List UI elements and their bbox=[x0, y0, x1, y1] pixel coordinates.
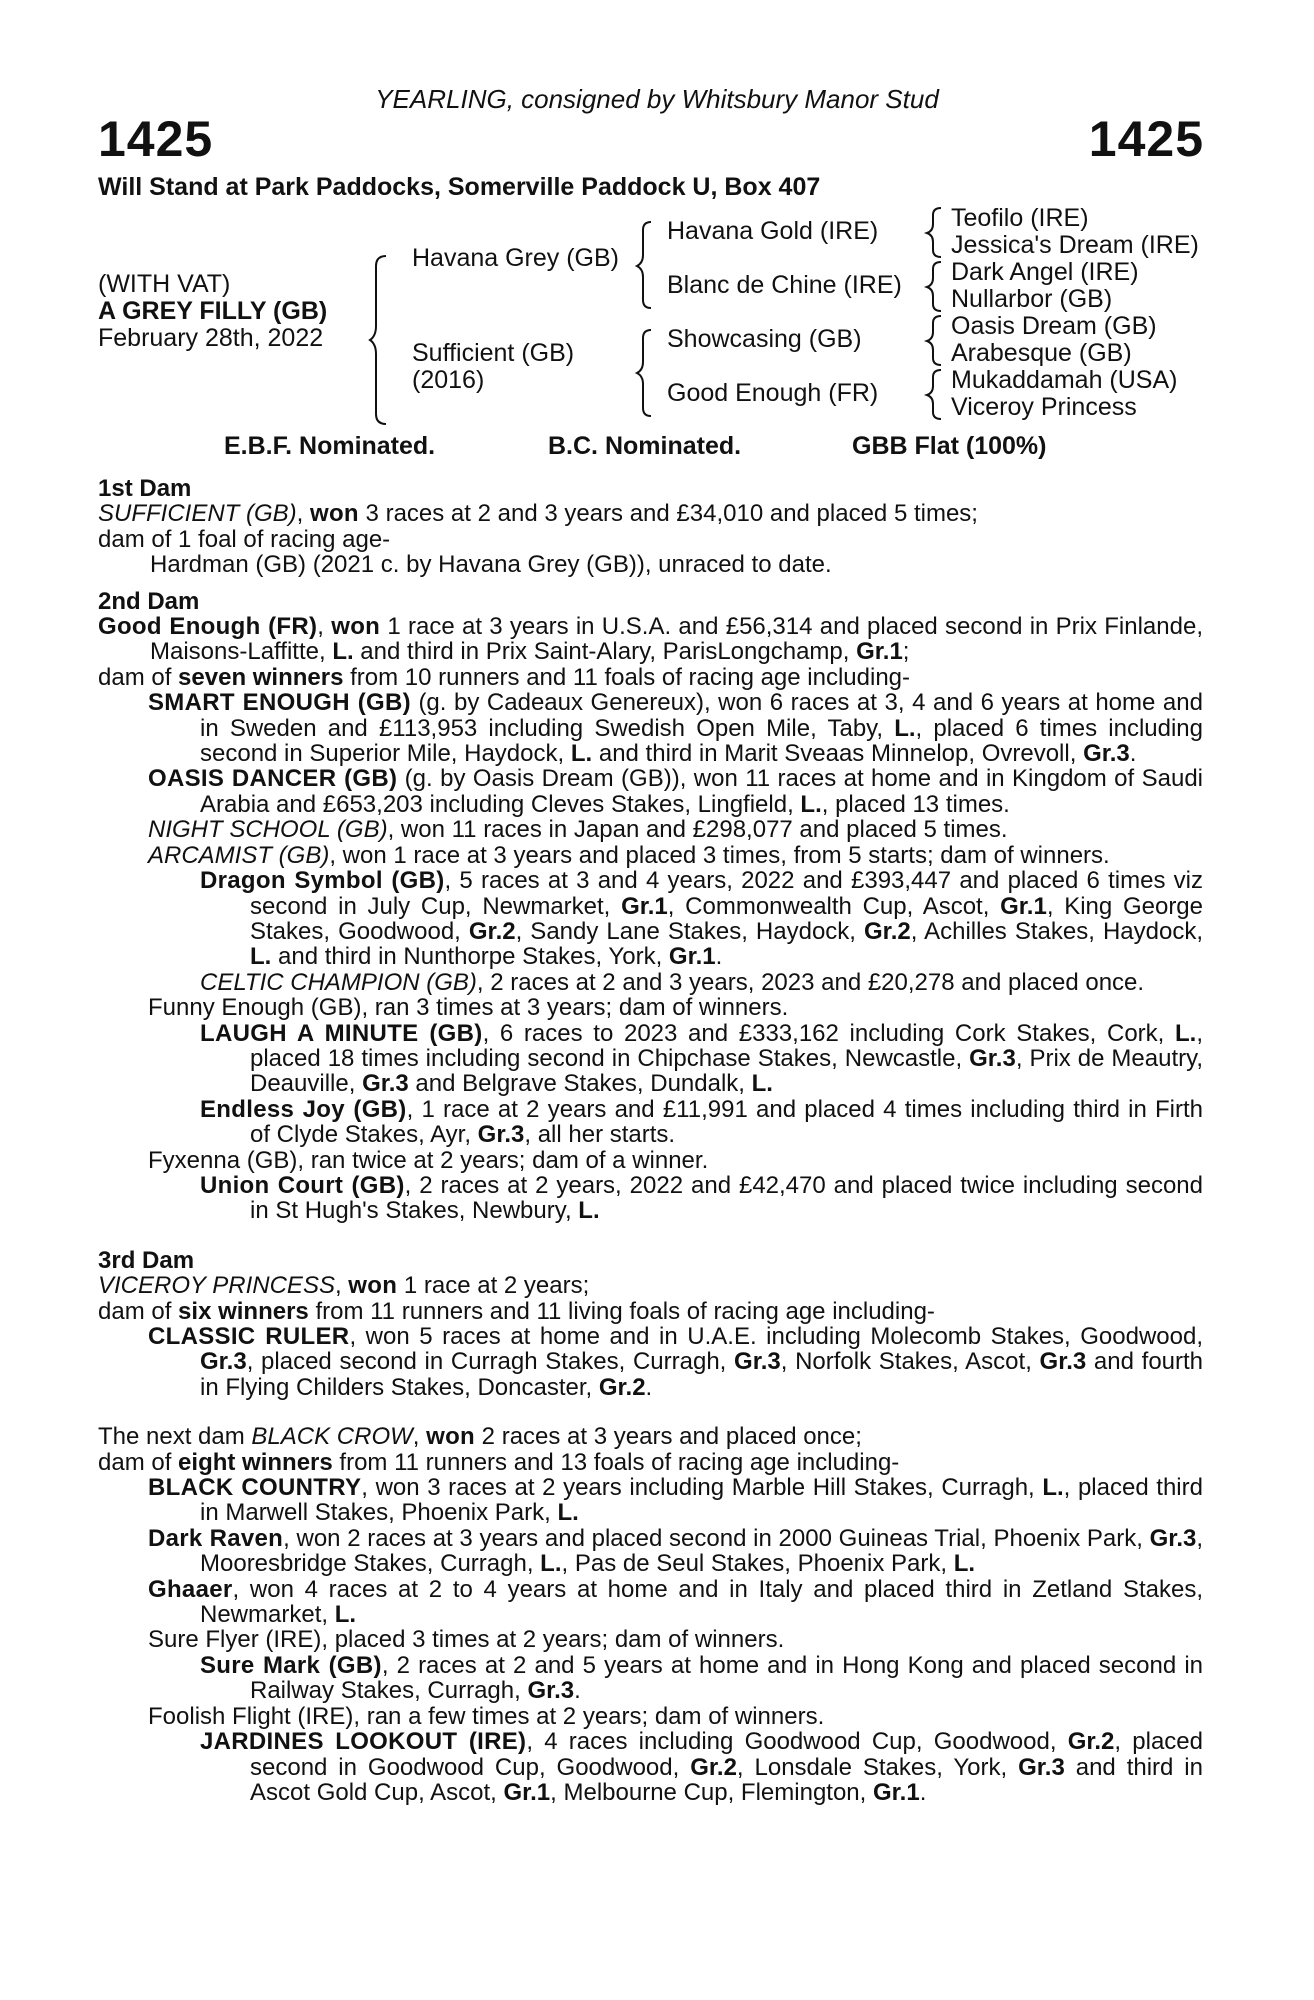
nomination-gbb: GBB Flat (100%) bbox=[852, 432, 1047, 460]
entry-foolish-flight: Foolish Flight (IRE), ran a few times at 2 years; dam of winners. bbox=[148, 1702, 825, 1730]
second-dam-record: Good Enough (FR), won 1 race at 3 years in U.S.A. and £56,314 and placed second in Prix Finlande, Maisons-Laffitte, L. and third in Prix Saint-Alary, ParisLongchamp, Gr.1; bbox=[98, 613, 1203, 666]
entry-union-court: Union Court (GB), 2 races at 2 years, 2022 and £42,470 and placed twice including second in St Hugh's Stakes, Newbury, L. bbox=[200, 1171, 1203, 1225]
third-dam-heading: 3rd Dam bbox=[98, 1246, 195, 1274]
lot-number-right: 1425 bbox=[1088, 111, 1204, 167]
second-dam-heading: 2nd Dam bbox=[98, 587, 200, 615]
entry-celtic-champion: CELTIC CHAMPION (GB), 2 races at 2 and 3 years, 2023 and £20,278 and placed once. bbox=[200, 968, 1145, 996]
horse-name: A GREY FILLY (GB) bbox=[98, 297, 328, 325]
bracket-main bbox=[370, 256, 386, 424]
ped-dam-year: (2016) bbox=[412, 366, 485, 394]
entry-classic-ruler: CLASSIC RULER, won 5 races at home and in U.A.E. including Molecomb Stakes, Goodwood, Gr.3, placed second in Curragh Stakes, Curragh, Gr.3, Norfolk Stakes, Ascot, Gr.3 and fourth in Flying Childers Stakes, Doncaster, Gr.2. bbox=[148, 1323, 1204, 1401]
entry-dark-raven: Dark Raven, won 2 races at 3 years and placed second in 2000 Guineas Trial, Phoenix Park, Gr.3, Mooresbridge Stakes, Curragh, L., Pas de Seul Stakes, Phoenix Park, L. bbox=[148, 1524, 1204, 1578]
entry-sure-flyer: Sure Flyer (IRE), placed 3 times at 2 years; dam of winners. bbox=[148, 1626, 785, 1654]
entry-oasis-dancer: OASIS DANCER (GB) (g. by Oasis Dream (GB)), won 11 races at home and in Kingdom of Saudi Arabia and £653,203 including Cleves Stakes, Lingfield, L., placed 13 times. bbox=[148, 765, 1203, 818]
entry-sure-mark: Sure Mark (GB), 2 races at 2 and 5 years at home and in Hong Kong and placed second in Railway Stakes, Curragh, Gr.3. bbox=[200, 1651, 1203, 1705]
nomination-bc: B.C. Nominated. bbox=[548, 432, 742, 460]
lot-number-left: 1425 bbox=[98, 111, 214, 167]
ped-sd: Blanc de Chine (IRE) bbox=[667, 271, 902, 299]
vat-label: (WITH VAT) bbox=[98, 270, 231, 298]
catalogue-content bbox=[98, 476, 1203, 1805]
entry-funny-enough: Funny Enough (GB), ran 3 times at 3 years; dam of winners. bbox=[148, 994, 789, 1022]
ped-ss: Havana Gold (IRE) bbox=[667, 217, 879, 245]
entry-ghaaer: Ghaaer, won 4 races at 2 to 4 years at home and in Italy and placed third in Zetland Stakes, Newmarket, L. bbox=[148, 1575, 1203, 1629]
ped-sire: Havana Grey (GB) bbox=[412, 244, 620, 272]
next-dam-produce-summary: dam of eight winners from 11 runners and 13 foals of racing age including- bbox=[98, 1448, 900, 1476]
section-gap bbox=[98, 1400, 1203, 1424]
third-dam-record: VICEROY PRINCESS, won 1 race at 2 years; bbox=[98, 1272, 590, 1300]
lot-subtitle: YEARLING, consigned by Whitsbury Manor Stud bbox=[375, 84, 939, 114]
ped-ssd: Jessica's Dream (IRE) bbox=[951, 231, 1199, 259]
ped-dsd: Arabesque (GB) bbox=[951, 339, 1132, 367]
entry-jardines-lookout: JARDINES LOOKOUT (IRE), 4 races including Goodwood Cup, Goodwood, Gr.2, placed second in Goodwood Cup, Goodwood, Gr.2, Lonsdale Stakes, York, Gr.3 and third in Ascot Gold Cup, Ascot, Gr.1, Melbourne Cup, Flemington, Gr.1. bbox=[200, 1728, 1203, 1806]
ped-ds: Showcasing (GB) bbox=[667, 325, 862, 353]
bracket-sd bbox=[927, 262, 941, 311]
first-dam-heading: 1st Dam bbox=[98, 475, 192, 502]
bracket-sire bbox=[637, 222, 651, 308]
bracket-ss bbox=[927, 208, 941, 257]
bracket-dam bbox=[637, 330, 651, 416]
next-dam-record: The next dam BLACK CROW, won 2 races at 3 years and placed once; bbox=[98, 1423, 862, 1451]
entry-arcamist: ARCAMIST (GB), won 1 race at 3 years and placed 3 times, from 5 starts; dam of winners. bbox=[148, 841, 1110, 869]
third-dam-produce-summary: dam of six winners from 11 runners and 11 living foals of racing age including- bbox=[98, 1297, 935, 1325]
bracket-dd bbox=[927, 370, 941, 419]
first-dam-foals: dam of 1 foal of racing age- bbox=[98, 525, 391, 553]
second-dam-produce-summary: dam of seven winners from 10 runners and 11 foals of racing age including- bbox=[98, 663, 911, 691]
ped-dss: Oasis Dream (GB) bbox=[951, 312, 1157, 340]
ped-sds: Dark Angel (IRE) bbox=[951, 258, 1139, 286]
ped-sdd: Nullarbor (GB) bbox=[951, 285, 1113, 313]
entry-endless-joy: Endless Joy (GB), 1 race at 2 years and £11,991 and placed 4 times including third in Firth of Clyde Stakes, Ayr, Gr.3, all her starts. bbox=[200, 1095, 1204, 1149]
nomination-ebf: E.B.F. Nominated. bbox=[224, 432, 436, 460]
first-dam-progeny: Hardman (GB) (2021 c. by Havana Grey (GB)), unraced to date. bbox=[150, 551, 832, 579]
entry-laugh-a-minute: LAUGH A MINUTE (GB), 6 races to 2023 and £333,162 including Cork Stakes, Cork, L., placed 18 times including second in Chipchase Stakes, Newcastle, Gr.3, Prix de Meautry, Deauville, Gr.3 and Belgrave Stakes, Dundalk, L. bbox=[200, 1019, 1204, 1098]
entry-night-school: NIGHT SCHOOL (GB), won 11 races in Japan and £298,077 and placed 5 times. bbox=[148, 816, 1008, 844]
ped-dds: Mukaddamah (USA) bbox=[951, 366, 1178, 394]
entry-black-country: BLACK COUNTRY, won 3 races at 2 years including Marble Hill Stakes, Curragh, L., placed third in Marwell Stakes, Phoenix Park, L. bbox=[148, 1474, 1203, 1527]
stand-location: Will Stand at Park Paddocks, Somerville Paddock U, Box 407 bbox=[98, 173, 821, 201]
ped-ddd: Viceroy Princess bbox=[951, 393, 1137, 421]
horse-dob: February 28th, 2022 bbox=[98, 324, 324, 352]
ped-sss: Teofilo (IRE) bbox=[951, 204, 1089, 232]
first-dam-record: SUFFICIENT (GB), won 3 races at 2 and 3 years and £34,010 and placed 5 times; bbox=[98, 500, 978, 528]
ped-dd: Good Enough (FR) bbox=[667, 379, 879, 407]
entry-dragon-symbol: Dragon Symbol (GB), 5 races at 3 and 4 years, 2022 and £393,447 and placed 6 times viz second in July Cup, Newmarket, Gr.1, Commonwealth Cup, Ascot, Gr.1, King George Stakes, Goodwood, Gr.2, Sandy Lane Stakes, Haydock, Gr.2, Achilles Stakes, Haydock, L. and third in Nunthorpe Stakes, York, Gr.1. bbox=[200, 867, 1204, 971]
entry-smart-enough: SMART ENOUGH (GB) (g. by Cadeaux Genereux), won 6 races at 3, 4 and 6 years at home and in Sweden and £113,953 including Swedish Open Mile, Taby, L., placed 6 times including second in Superior Mile, Haydock, L. and third in Marit Sveaas Minnelop, Ovrevoll, Gr.3. bbox=[148, 689, 1204, 768]
bracket-ds bbox=[927, 316, 941, 365]
ped-dam: Sufficient (GB) bbox=[412, 339, 575, 367]
entry-fyxenna: Fyxenna (GB), ran twice at 2 years; dam of a winner. bbox=[148, 1146, 709, 1174]
